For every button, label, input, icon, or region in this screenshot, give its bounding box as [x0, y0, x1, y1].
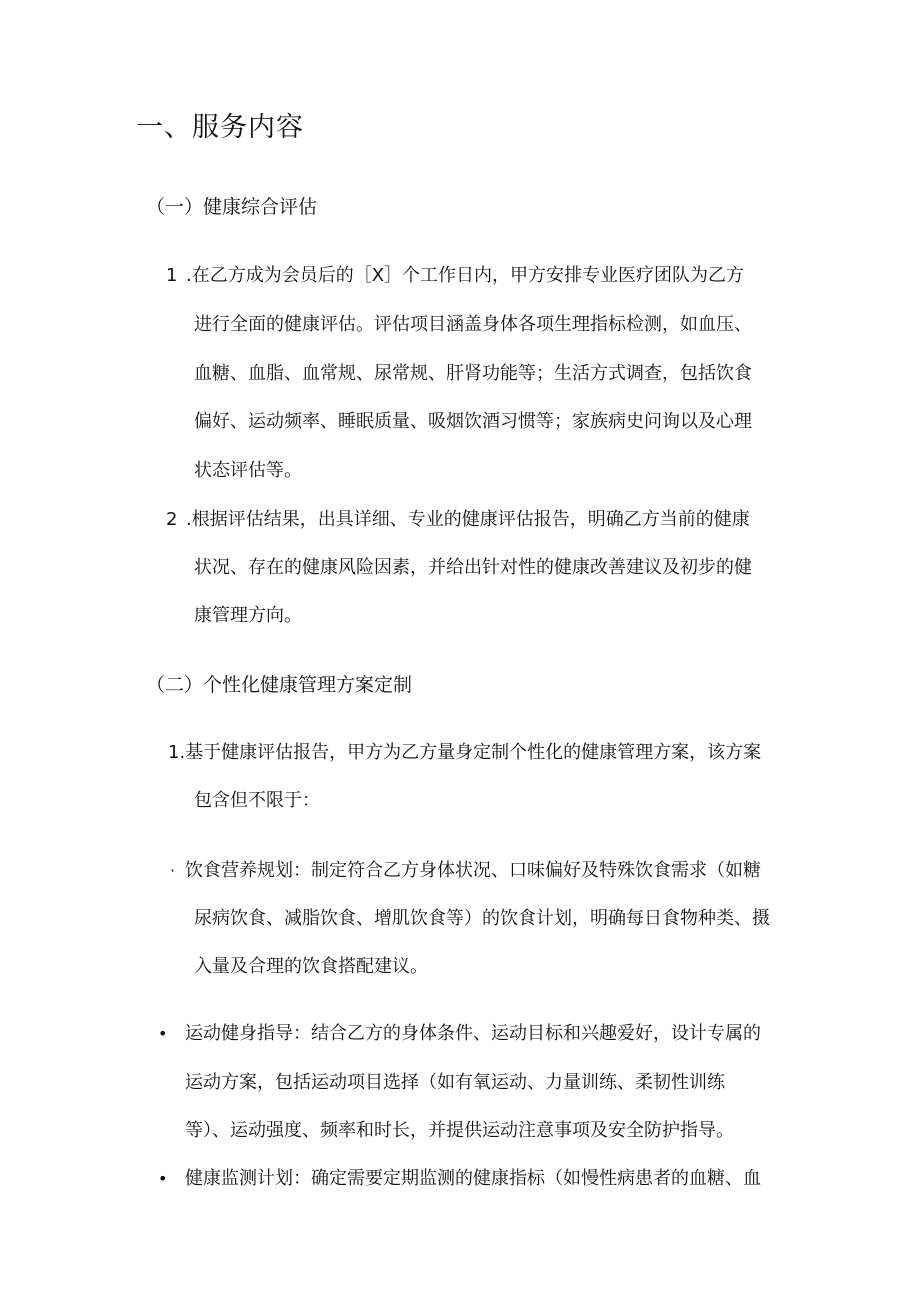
paragraph-line: .在乙方成为会员后的［X］个工作日内，甲方安排专业医疗团队为乙方: [186, 265, 745, 286]
paragraph-line: 等）、运动强度、频率和时长，并提供运动注意事项及安全防护指导。: [185, 1120, 734, 1141]
section-heading-2: （二）个性化健康管理方案定制: [146, 674, 413, 696]
paragraph-line: 包含但不限于：: [194, 790, 320, 811]
page-title: 一、服务内容: [136, 112, 304, 143]
bullet-dot-icon: •: [158, 1024, 168, 1043]
paragraph-line: 偏好、运动频率、睡眠质量、吸烟饮酒习惯等；家族病史问询以及心理: [194, 411, 752, 432]
paragraph-line: 康管理方向。: [194, 605, 302, 626]
paragraph-line: .根据评估结果，出具详细、专业的健康评估报告，明确乙方当前的健康: [186, 509, 750, 530]
paragraph-line: 状态评估等。: [194, 460, 302, 481]
paragraph-line: 尿病饮食、减脂饮食、增肌饮食等）的饮食计划，明确每日食物种类、摄: [194, 908, 770, 929]
section-heading-1: （一）健康综合评估: [146, 196, 318, 218]
paragraph-line: 运动健身指导：结合乙方的身体条件、运动目标和兴趣爱好，设计专属的: [185, 1023, 761, 1044]
paragraph-line: 运动方案，包括运动项目选择（如有氧运动、力量训练、柔韧性训练: [185, 1072, 725, 1093]
item-number: 1: [166, 265, 178, 286]
bullet-dot-icon: •: [158, 1169, 168, 1188]
paragraph-line: 血糖、血脂、血常规、尿常规、肝肾功能等；生活方式调查，包括饮食: [194, 363, 752, 384]
paragraph-line: 状况、存在的健康风险因素，并给出针对性的健康改善建议及初步的健: [194, 557, 752, 578]
item-number: 2: [166, 509, 178, 530]
paragraph-line: 饮食营养规划：制定符合乙方身体状况、口味偏好及特殊饮食需求（如糖: [185, 860, 761, 881]
paragraph-line: 健康监测计划：确定需要定期监测的健康指标（如慢性病患者的血糖、血: [185, 1168, 761, 1189]
paragraph-line: 入量及合理的饮食搭配建议。: [194, 956, 428, 977]
paragraph-line: 1.基于健康评估报告，甲方为乙方量身定制个性化的健康管理方案，该方案: [168, 742, 762, 763]
bullet-dot-icon: ·: [170, 861, 176, 880]
paragraph-line: 进行全面的健康评估。评估项目涵盖身体各项生理指标检测，如血压、: [194, 314, 752, 335]
